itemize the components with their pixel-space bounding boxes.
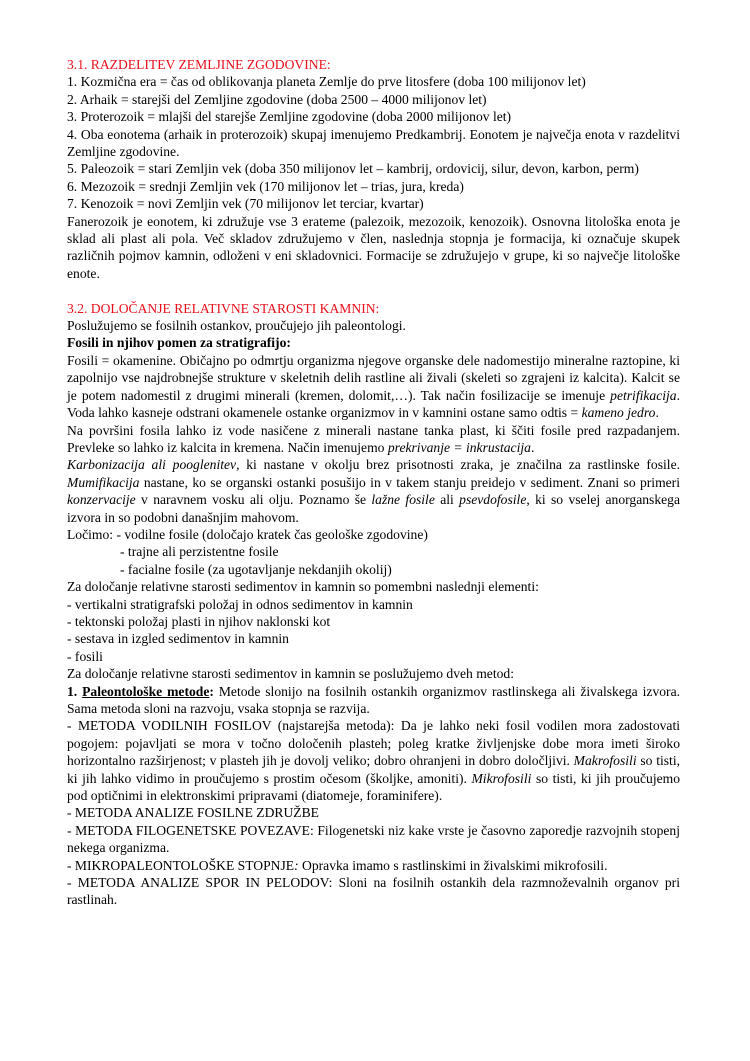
- document-page: [67, 56, 680, 909]
- inkrustacija-paragraph: Na površini fosila lahko iz vode nasičene z minerali nastane tanka plast, ki ščiti fosile pred razpadanjem. Prevleke so lahko iz kalcita in kremena. Način imenujemo prekrivanje = inkrustacija.: [67, 422, 680, 455]
- list-item: 1. Kozmična era = čas od oblikovanja planeta Zemlje do prve litosfere (doba 100 milijonov let): [67, 74, 586, 90]
- list-item: 7. Kenozoik = novi Zemljin vek (70 milijonov let terciar, kvartar): [67, 196, 424, 212]
- list-item: 3. Proterozoik = mlajši del starejše Zemljine zgodovine (doba 2000 milijonov let): [67, 109, 512, 125]
- intro-paragraph: Poslužujemo se fosilnih ostankov, proučujejo jih paleontologi.: [67, 318, 406, 334]
- subheading-fosili: Fosili in njihov pomen za stratigrafijo:: [67, 335, 291, 351]
- locimo-item: - trajne ali perzistentne fosile: [120, 544, 279, 560]
- spacer: [67, 282, 680, 299]
- list-item: 6. Mezozoik = srednji Zemljin vek (170 milijonov let – trias, jura, kreda): [67, 178, 464, 194]
- list-item: 5. Paleozoik = stari Zemljin vek (doba 350 milijonov let – kambrij, ordovicij, silur, devon, karbon, perm): [67, 161, 639, 177]
- list-item: 4. Oba eonotema (arhaik in proterozoik) skupaj imenujemo Predkambrij. Eonotem je največja enota v razdelitvi Zemljine zgodovine.: [67, 126, 680, 160]
- methods-intro: Za določanje relativne starosti sedimentov in kamnin se poslužujemo dveh metod:: [67, 666, 514, 682]
- elements-intro: Za določanje relativne starosti sedimentov in kamnin so pomembni naslednji elementi:: [67, 579, 539, 595]
- method-fosilna-zdruzba: - METODA ANALIZE FOSILNE ZDRUŽBE: [67, 805, 319, 821]
- locimo-item: - facialne fosile (za ugotavljanje nekdanjih okolij): [120, 561, 392, 577]
- method-filogenetske: - METODA FILOGENETSKE POVEZAVE: Filogenetski niz kake vrste je časovno zaporedje razvojnih stopenj nekega organizma.: [67, 822, 680, 856]
- fanerozoik-paragraph: Fanerozoik je eonotem, ki združuje vse 3 erateme (palezoik, mezozoik, kenozoik). Osnovna litološka enota je sklad ali plast ali pola. Več skladov združujemo v člen, naslednja stopnja je formacija, ki označuje skupek različnih pojmov kamnin, odloženi v eni skladovnici. Formacije se združujejo v grupe, ki so največje litološke enote.: [67, 213, 680, 281]
- method-mikropaleontoloske: - MIKROPALEONTOLOŠKE STOPNJE: Opravka imamo s rastlinskimi in živalskimi mikrofosili.: [67, 857, 608, 873]
- karbonizacija-paragraph: Karbonizacija ali pooglenitev, ki nastane v okolju brez prisotnosti zraka, je značilna za rastlinske fosile. Mumifikacija nastane, ko se organski ostanki posušijo in v takem stanju preidejo v sediment. Znani so primeri konzervacije v naravnem vosku ali olju. Poznamo še lažne fosile ali psevdofosile, ki so vselej anorganskega izvora in so podobni današnjim mahovom.: [67, 457, 680, 525]
- element-item: - tektonski položaj plasti in njihov naklonski kot: [67, 613, 331, 629]
- element-item: - fosili: [67, 648, 103, 664]
- fosili-paragraph: Fosili = okamenine. Običajno po odmrtju organizma njegove organske dele nadomestijo mineralne raztopine, ki zapolnijo vse najdrobnejše strukture v skeletnih delih rastline ali živali (skeleti so zgrajeni iz kalcita). Kalcit se je potem nadomestil z drugimi minerali (kremen, dolomit,…). Tak način fosilizacije se imenuje petrifikacija. Voda lahko kasneje odstrani okamenele ostanke organizmov in v kamnini ostane samo odtis = kameno jedro.: [67, 352, 680, 421]
- section-heading-3-1: 3.1. RAZDELITEV ZEMLJINE ZGODOVINE:: [67, 57, 331, 72]
- element-item: - sestava in izgled sedimentov in kamnin: [67, 631, 289, 647]
- method-paleontoloske: 1. Paleontološke metode: Metode slonijo na fosilnih ostankih organizmov rastlinskega ali živalskega izvora. Sama metoda sloni na razvoju, vsaka stopnja se razvija.: [67, 683, 680, 717]
- section-heading-3-2: 3.2. DOLOČANJE RELATIVNE STAROSTI KAMNIN:: [67, 300, 380, 316]
- element-item: - vertikalni stratigrafski položaj in odnos sedimentov in kamnin: [67, 596, 413, 612]
- method-vodilni-fosili: - METODA VODILNIH FOSILOV (najstarejša metoda): Da je lahko neki fosil vodilen mora zadostovati pogojem: pojavljati se mora v točno določenih plasteh; poleg kratke življenjske dobe mora imeti široko horizontalno razširjenost; v plasteh jih je dovolj veliko; dobro ohranjeni in dobro določljivi. Makrofosili so tisti, ki jih lahko vidimo in proučujemo s prostim očesom (školjke, amoniti). Mikrofosili so tisti, ki jih proučujemo pod optičnimi in elektronskimi pripravami (diatomeje, foraminifere).: [67, 718, 680, 804]
- method-spor-pelodov: - METODA ANALIZE SPOR IN PELODOV: Sloni na fosilnih ostankih dela razmnoževalnih organov pri rastlinah.: [67, 875, 680, 908]
- locimo-item: Ločimo: - vodilne fosile (določajo kratek čas geološke zgodovine): [67, 526, 428, 542]
- list-item: 2. Arhaik = starejši del Zemljine zgodovine (doba 2500 – 4000 milijonov let): [67, 91, 487, 107]
